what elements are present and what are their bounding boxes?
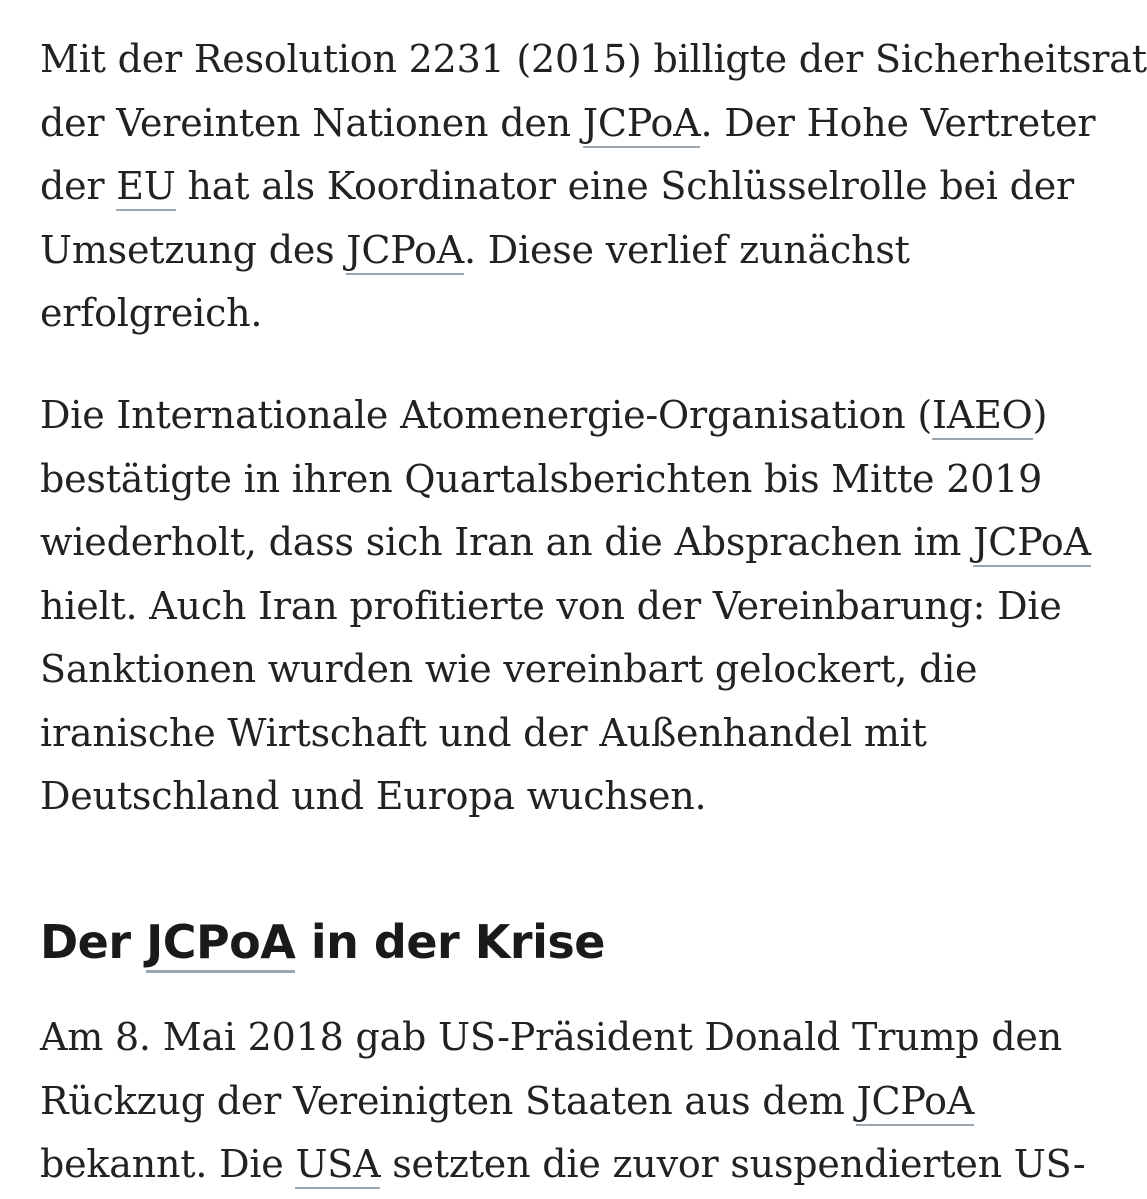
abbr-eu[interactable]: EU [116,164,175,211]
text-line: der EU hat als Koordinator eine Schlüsselrolle bei der [40,155,1147,219]
text-line: Rückzug der Vereinigten Staaten aus dem JCPoA [40,1070,1085,1134]
abbr-jcpoa[interactable]: JCPoA [583,101,701,148]
paragraph-resolution [40,28,1147,346]
text-line: der Vereinten Nationen den JCPoA. Der Hohe Vertreter [40,92,1147,156]
abbr-iaeo[interactable]: IAEO [932,393,1033,440]
abbr-jcpoa[interactable]: JCPoA [146,915,295,973]
text-line: Mit der Resolution 2231 (2015) billigte der Sicherheitsrat [40,37,1147,81]
text-line: Die Internationale Atomenergie-Organisation (IAEO) [40,384,1091,448]
text-line: bestätigte in ihren Quartalsberichten bis Mitte 2019 [40,456,1043,501]
text-line: Umsetzung des JCPoA. Diese verlief zunächst [40,219,1147,283]
text-line: Sanktionen wurden wie vereinbart gelockert, die [40,647,978,691]
section-heading: Der JCPoA in der Krise [40,906,605,978]
text-line: Deutschland und Europa wuchsen. [40,774,707,818]
abbr-jcpoa[interactable]: JCPoA [973,520,1091,567]
paragraph-iaeo [40,384,1091,829]
text-line: Am 8. Mai 2018 gab US-Präsident Donald Trump den [40,1015,1062,1059]
abbr-usa[interactable]: USA [295,1142,380,1189]
text-line: bekannt. Die USA setzten die zuvor suspendierten US- [40,1133,1085,1197]
text-line: hielt. Auch Iran profitierte von der Vereinbarung: Die [40,583,1062,628]
text-line: erfolgreich. [40,291,263,335]
text-line: iranische Wirtschaft und der Außenhandel mit [40,710,927,755]
text-line: wiederholt, dass sich Iran an die Absprachen im JCPoA [40,511,1091,575]
abbr-jcpoa[interactable]: JCPoA [346,228,464,275]
paragraph-withdrawal [40,1006,1085,1197]
abbr-jcpoa[interactable]: JCPoA [856,1079,974,1126]
